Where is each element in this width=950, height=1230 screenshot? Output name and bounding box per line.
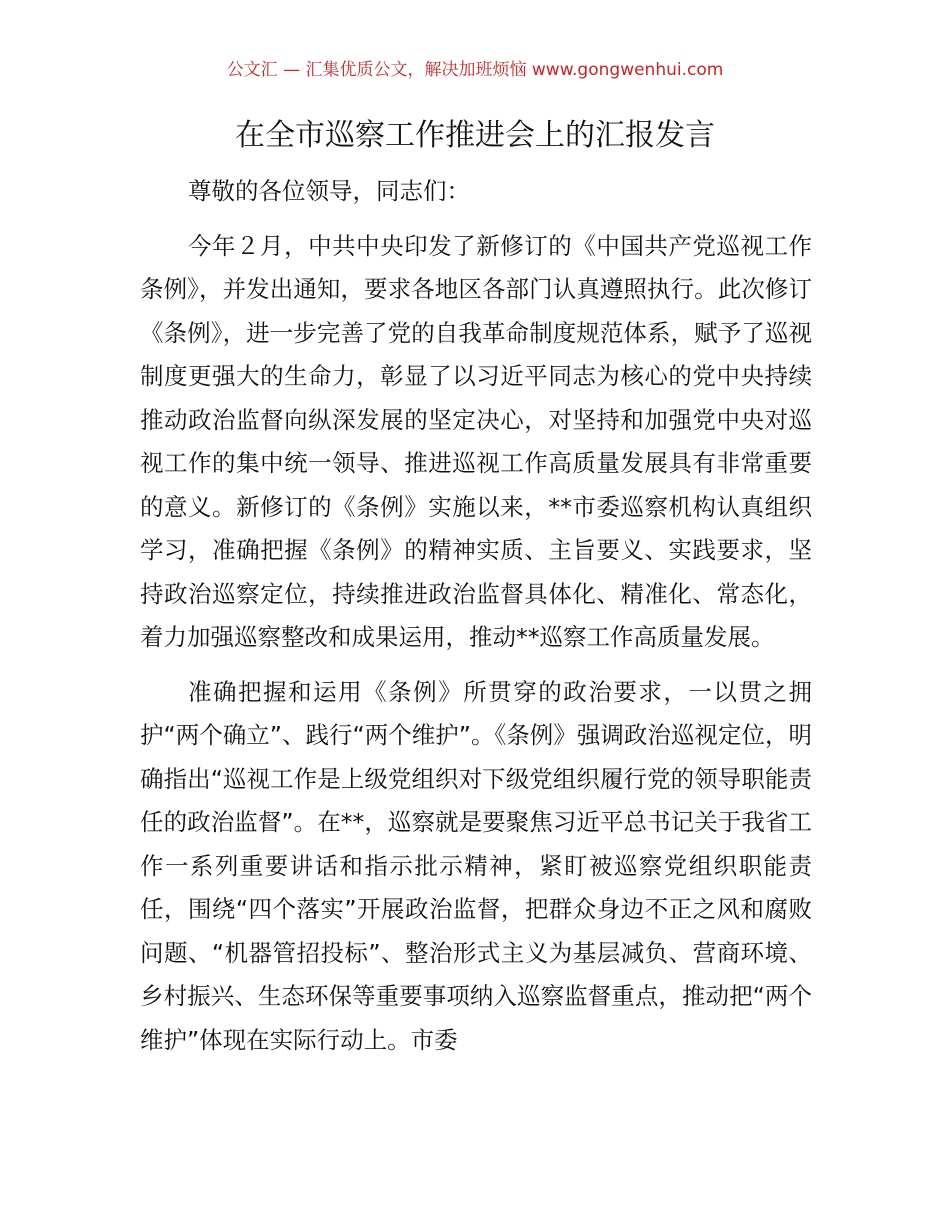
document-body <box>140 170 812 1062</box>
document-title: 在全市巡察工作推进会上的汇报发言 <box>235 118 715 153</box>
salutation: 尊敬的各位领导，同志们： <box>188 177 470 205</box>
paragraph-1: 今年２月，中共中央印发了新修订的《中国共产党巡视工作条例》，并发出通知，要求各地区各部门认真遵照执行。此次修订《条例》，进一步完善了党的自我革命制度规范体系，赋予了巡视制度更强大的生命力，彰显了以习近平同志为核心的党中央持续推动政治监督向纵深发展的坚定决心，对坚持和加强党中央对巡视工作的集中统一领导、推进巡视工作高质量发展具有非常重要的意义。新修订的《条例》实施以来，**市委巡察机构认真组织学习，准确把握《条例》的精神实质、主旨要义、实践要求，坚持政治巡察定位，持续推进政治监督具体化、精准化、常态化，着力加强巡察整改和成果运用，推动**巡察工作高质量发展。 <box>140 231 812 651</box>
paragraph-2: 准确把握和运用《条例》所贯穿的政治要求，一以贯之拥护“两个确立”、践行“两个维护”。《条例》强调政治巡视定位，明确指出“巡视工作是上级党组织对下级党组织履行党的领导职能责任的政治监督”。在**，巡察就是要聚焦习近平总书记关于我省工作一系列重要讲话和指示批示精神，紧盯被巡察党组织职能责任，围绕“四个落实”开展政治监督，把群众身边不正之风和腐败问题、“机器管招投标”、整治形式主义为基层减负、营商环境、乡村振兴、生态环保等重要事项纳入巡察监督重点，推动把“两个维护”体现在实际行动上。市委 <box>140 677 812 1054</box>
site-banner: 公文汇 — 汇集优质公文，解决加班烦恼 www.gongwenhui.com <box>226 60 724 80</box>
